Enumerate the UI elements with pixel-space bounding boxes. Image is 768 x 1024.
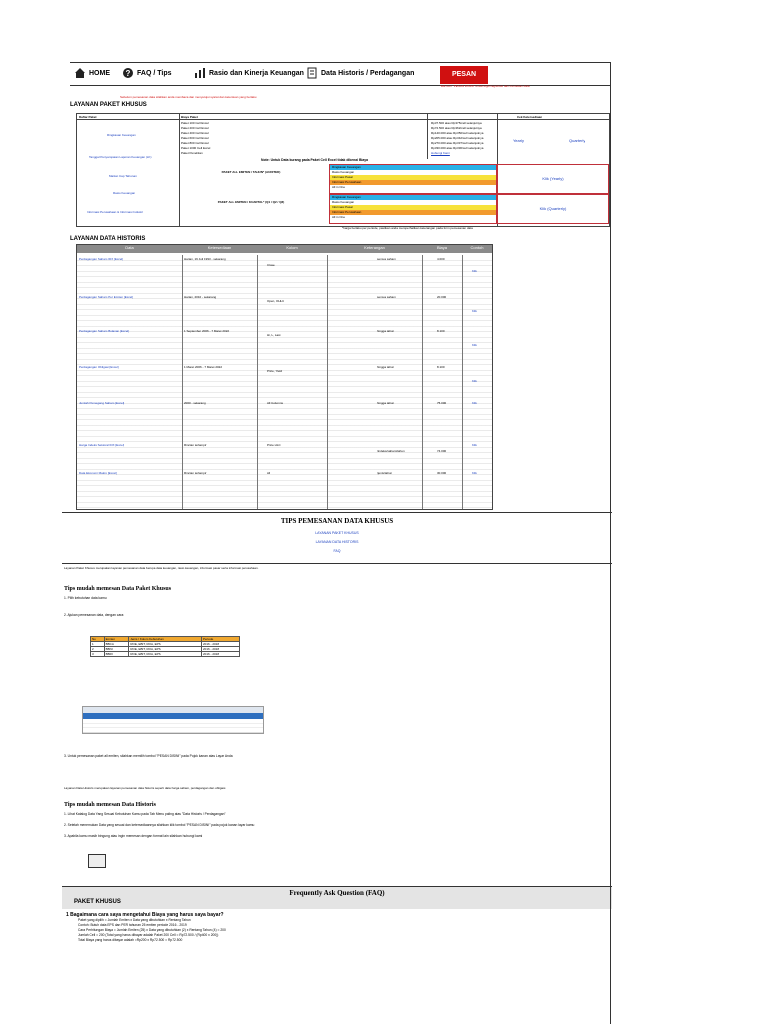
dh-steps — [64, 812, 604, 839]
notice-text-2: Sebelum pemesanan data silahkan anda membaca dan menyetujui syarat dan ketentuan yang berlaku — [120, 95, 257, 99]
row-kolom: Open, OHLC — [267, 299, 285, 303]
dh-intro: Layanan Data Historis merupakan layanan pemesanan data historis seperti data harga saham, perdagangan dan obligasi. — [64, 786, 227, 790]
row-ket: semua saham — [377, 257, 396, 261]
svg-text:?: ? — [125, 69, 131, 78]
paket-footnote: *harga berlaku per periode, pastikan anda memperhatikan keterangan pada form pemesanan data — [342, 226, 473, 230]
emiten-quarterly-label: PAKET ALL EMITEN / KUARTAL* (Q1 / Q2 / Q3) — [217, 200, 285, 204]
row-avail: Rincian terlampir — [184, 443, 207, 447]
faq-q1: 1 Bagaimana cara saya mengetahui Biaya yang harus saya bayar? — [66, 912, 224, 918]
package-note: Note: Untuk Data kurang pada Paket Cell Excel tidak dikenai Biaya — [261, 158, 369, 162]
nav-faq[interactable] — [122, 67, 172, 79]
package-name: Paket 600 Cell Excel — [181, 136, 209, 140]
row-data: Perdagangan Obligasi [Excel] — [79, 365, 119, 369]
table-header: No — [91, 637, 105, 642]
nav-rasio[interactable] — [194, 67, 304, 79]
row-kolom: Price HLC — [267, 443, 281, 447]
historis-header: Data Ketersediaan Kolom Keterangan Biaya Contoh — [77, 245, 492, 253]
faq-icon — [122, 67, 134, 79]
excel-preview — [82, 706, 264, 734]
click-quarterly-box — [497, 194, 609, 224]
left-item: Rasio Keuangan — [113, 191, 136, 195]
stripe-perusahaan: Informasi Perusahaan — [330, 180, 496, 185]
row-kolom: Hi, L, Last — [267, 333, 281, 337]
row-ket: hingga tahun — [377, 329, 395, 333]
stripe-ringkasan: Ringkasan Keuangan — [330, 165, 496, 170]
stripe-allinone: All in One — [330, 185, 496, 190]
click-link[interactable]: Klik — [472, 269, 477, 273]
row-data: Perdagangan Saham Bulanan [Excel] — [79, 329, 130, 333]
table-header: Jenis / Kolom Kebutuhan — [129, 637, 202, 642]
quarterly-link[interactable]: Quarterly — [569, 138, 586, 143]
emiten-yearly — [181, 164, 609, 192]
package-name: Paket 1000 Cell Excel — [181, 146, 211, 150]
faq-a1 — [78, 918, 608, 943]
paket-khusus-title: LAYANAN PAKET KHUSUS — [70, 102, 147, 108]
tips-title: TIPS PEMESANAN DATA KHUSUS — [280, 517, 394, 525]
stripe-pasar: Informasi Pasar — [330, 205, 496, 210]
row-price: 75.000 — [437, 401, 447, 405]
col-header-left: Daftar Paket — [79, 115, 97, 119]
tips-link-historis[interactable]: LAYANAN DATA HISTORIS — [315, 540, 359, 544]
table-header: Periode — [201, 637, 239, 642]
package-price: Rp205.000 atau Rp342/cell selanjutnya — [431, 136, 484, 140]
left-item: Ringkasan Keuangan — [107, 133, 136, 137]
row-avail: Harian, 2010 - sekarang — [184, 295, 217, 299]
document-icon — [306, 67, 318, 79]
pk-steps — [64, 596, 604, 618]
row-avail: Rincian terlampir — [184, 471, 207, 475]
stripe-rasio: Rasio Keuangan — [330, 200, 496, 205]
row-ket: /jenis/tahun — [377, 471, 393, 475]
paket-khusus-table — [76, 113, 610, 227]
row-avail: 1 September 2006 - 7 Maret 2022 — [184, 329, 230, 333]
click-link[interactable]: Klik — [472, 443, 477, 447]
tips-link-faq[interactable]: FAQ — [333, 549, 341, 553]
click-link[interactable]: Klik — [472, 379, 477, 383]
row-price: 8.100 — [437, 329, 445, 333]
row-avail: 2000 - sekarang — [184, 401, 206, 405]
faq-section: PAKET KHUSUS — [74, 899, 121, 905]
row-price: 4.000 — [437, 257, 445, 261]
table-row: 3 BBRI ROE, EBIT, ROA, EPS 2016 - 2018 — [91, 652, 240, 657]
package-name: Paket 100 Cell Excel — [181, 121, 209, 125]
pk-step-3: 3. Untuk pemesanan paket all emiten, silahkan memilih tombol "PESAN DISINI" pada Pojok kanan atas Layar Anda — [64, 754, 233, 758]
faq-line: Jumlah Cell = 200 (Total yang harus dibayar adalah Paket 200 Cell = Rp72.500 / (Rp400 x 200)) — [78, 933, 219, 937]
pk-step: 2. Ajukan pemesanan data, dengan cara: — [64, 613, 125, 617]
left-item: Market Cap Tahunan — [109, 174, 137, 178]
row-price: 20.000 — [437, 295, 447, 299]
example-table — [90, 636, 240, 657]
tips-link-paket[interactable]: LAYANAN PAKET KHUSUS — [315, 531, 359, 535]
left-item: Informasi Perusahaan & Informasi Industri — [87, 210, 144, 214]
dh-step: 1. Lihat Katalog Data Yang Sesuai Kebutuhan Kamu pada Tab Menu paling atas "Data Historis / Perdagangan" — [64, 812, 226, 816]
nav-home[interactable] — [74, 67, 110, 79]
table-row: 1 BBCA ROE, EBIT, ROA, EPS 2016 - 2018 — [91, 642, 240, 647]
col-header-mid: Biaya Paket — [181, 115, 198, 119]
tips-intro: Layanan Paket Khusus merupakan layanan pemesanan data berupa data keuangan, rasio keuangan, informasi pasar serta informasi perusahaan. — [64, 566, 259, 570]
nav-faq-label: FAQ / Tips — [137, 69, 172, 77]
stripe-ringkasan: Ringkasan Keuangan — [330, 195, 496, 200]
faq-title: Frequently Ask Question (FAQ) — [289, 889, 385, 897]
row-kolom: Price, Yield — [267, 369, 283, 373]
package-price: Rp37.500 atau Rp375/cell selanjutnya — [431, 121, 482, 125]
emiten-quarterly — [181, 194, 609, 222]
nav-home-label: HOME — [89, 69, 110, 77]
click-yearly-box — [497, 164, 609, 194]
package-name: Paket 200 Cell Excel — [181, 126, 209, 130]
nav-historis[interactable] — [306, 67, 414, 79]
row-data: Perdagangan Saham IDX [Excel] — [79, 257, 124, 261]
click-link[interactable]: Klik — [472, 309, 477, 313]
dh-heading: Tips mudah memesan Data Historis — [64, 802, 156, 808]
package-price: Rp330.000 atau Rp330/cell selanjutnya — [431, 146, 484, 150]
click-link[interactable]: Klik — [472, 471, 477, 475]
col-header-right: Cek Ketersediaan — [517, 115, 543, 119]
row-data: Perdagangan Saham Per Emiten [Excel] — [79, 295, 133, 299]
row-data: Data Ekonomi Makro [Excel] — [79, 471, 117, 475]
row-ket: hingga tahun — [377, 365, 395, 369]
package-price: Rp140.000 atau Rp350/cell selanjutnya — [431, 131, 484, 135]
notice-text: *klik icon "PESAN DISINI" untuk login/registrasi dan memesan data — [440, 84, 530, 88]
nav-rasio-label: Rasio dan Kinerja Keuangan — [209, 69, 304, 77]
home-icon — [74, 67, 86, 79]
click-yearly[interactable]: Klik (Yearly) — [542, 176, 564, 181]
package-name: Paket 800 Cell Excel — [181, 141, 209, 145]
pk-step: 1. Pilih kebutuhan data kamu — [64, 596, 107, 600]
row-avail: Harian, 19 Juli 1993 - sekarang — [184, 257, 226, 261]
tips-band — [62, 512, 612, 564]
row-price: 30.000 — [437, 471, 447, 475]
nav-historis-label: Data Historis / Perdagangan — [321, 69, 415, 77]
row-price: 8.100 — [437, 365, 445, 369]
top-nav — [70, 62, 610, 86]
stripe-pasar: Informasi Pasar — [330, 175, 496, 180]
package-price: Rp270.000 atau Rp337/cell selanjutnya — [431, 141, 484, 145]
dh-step: 2. Setelah menemukan Data yang sesuai dan ketersediaannya silahkan klik tombol "PESAN DISINI" pada pojok kanan layar kamu — [64, 823, 255, 827]
email-icon[interactable] — [88, 854, 106, 868]
row-avail: 1 Maret 2006 - 7 Maret 2022 — [184, 365, 223, 369]
stripe-perusahaan: Informasi Perusahaan — [330, 210, 496, 215]
stripe-allinone: All in One — [330, 215, 496, 220]
left-item: Tanggal Penyampaian Laporan Keuangan (LK) — [89, 155, 152, 159]
package-name: Paket 400 Cell Excel — [181, 131, 209, 135]
dh-step: 3. Apabila kamu masih bingung atau ingin memesan dengan format lain silahkan hubungi kami — [64, 834, 203, 838]
historis-title: LAYANAN DATA HISTORIS — [70, 236, 146, 242]
pesan-button[interactable]: PESAN — [440, 66, 488, 84]
row-ket: /indeks/saham/tahun — [377, 449, 405, 453]
emiten-yearly-stripes — [329, 164, 497, 194]
row-kolom: All Columns — [267, 401, 284, 405]
faq-line: Cara Perhitungan Biaya = Jumlah Emiten (25) x Data yang dibutuhkan (2) x Rentang Tahun (4) = 200 — [78, 928, 226, 932]
click-quarterly[interactable]: Klik (Quarterly) — [539, 206, 567, 211]
row-data: Harga Indeks Sektoral IDX [Excel] — [79, 443, 125, 447]
faq-line: Paket yang dipilih = Jumlah Emiten x Data yang dibutuhkan x Rentang Tahun — [78, 918, 191, 922]
row-ket: semua saham — [377, 295, 396, 299]
package-price[interactable]: Hubungi Kami — [431, 151, 450, 155]
click-link[interactable]: Klik — [472, 343, 477, 347]
emiten-quarterly-stripes — [329, 194, 497, 224]
faq-line: Contoh: Butuh data EPS dan PER tahunan 25 emiten periode 2016 - 2019 — [78, 923, 187, 927]
chart-icon — [194, 67, 206, 79]
emiten-yearly-label: PAKET ALL EMITEN / TAHUN* (AUDITED) — [221, 170, 281, 174]
package-name: Paket Penelitian — [181, 151, 203, 155]
faq-band — [62, 886, 612, 909]
pk-heading: Tips mudah memesan Data Paket Khusus — [64, 586, 172, 592]
table-header: Emiten — [104, 637, 129, 642]
row-price: 74.000 — [437, 449, 447, 453]
historis-table — [76, 244, 493, 510]
click-link[interactable]: Klik — [472, 401, 477, 405]
yearly-link[interactable]: Yearly — [513, 138, 524, 143]
price-rows — [181, 121, 495, 156]
row-data: Jumlah Pemegang Saham [Excel] — [79, 401, 125, 405]
row-kolom: All — [267, 471, 271, 475]
row-ket: hingga tahun — [377, 401, 395, 405]
page-right-border — [610, 62, 611, 1024]
package-price: Rp72.500 atau Rp362/cell selanjutnya — [431, 126, 482, 130]
row-kolom: Close — [267, 263, 275, 267]
stripe-rasio: Rasio Keuangan — [330, 170, 496, 175]
table-row: 2 BBNI ROE, EBIT, ROA, EPS 2016 - 2018 — [91, 647, 240, 652]
faq-line: Total Biaya yang harus dibayar adalah =Rp200 x Rp72.500 = Rp72.500 — [78, 938, 183, 942]
